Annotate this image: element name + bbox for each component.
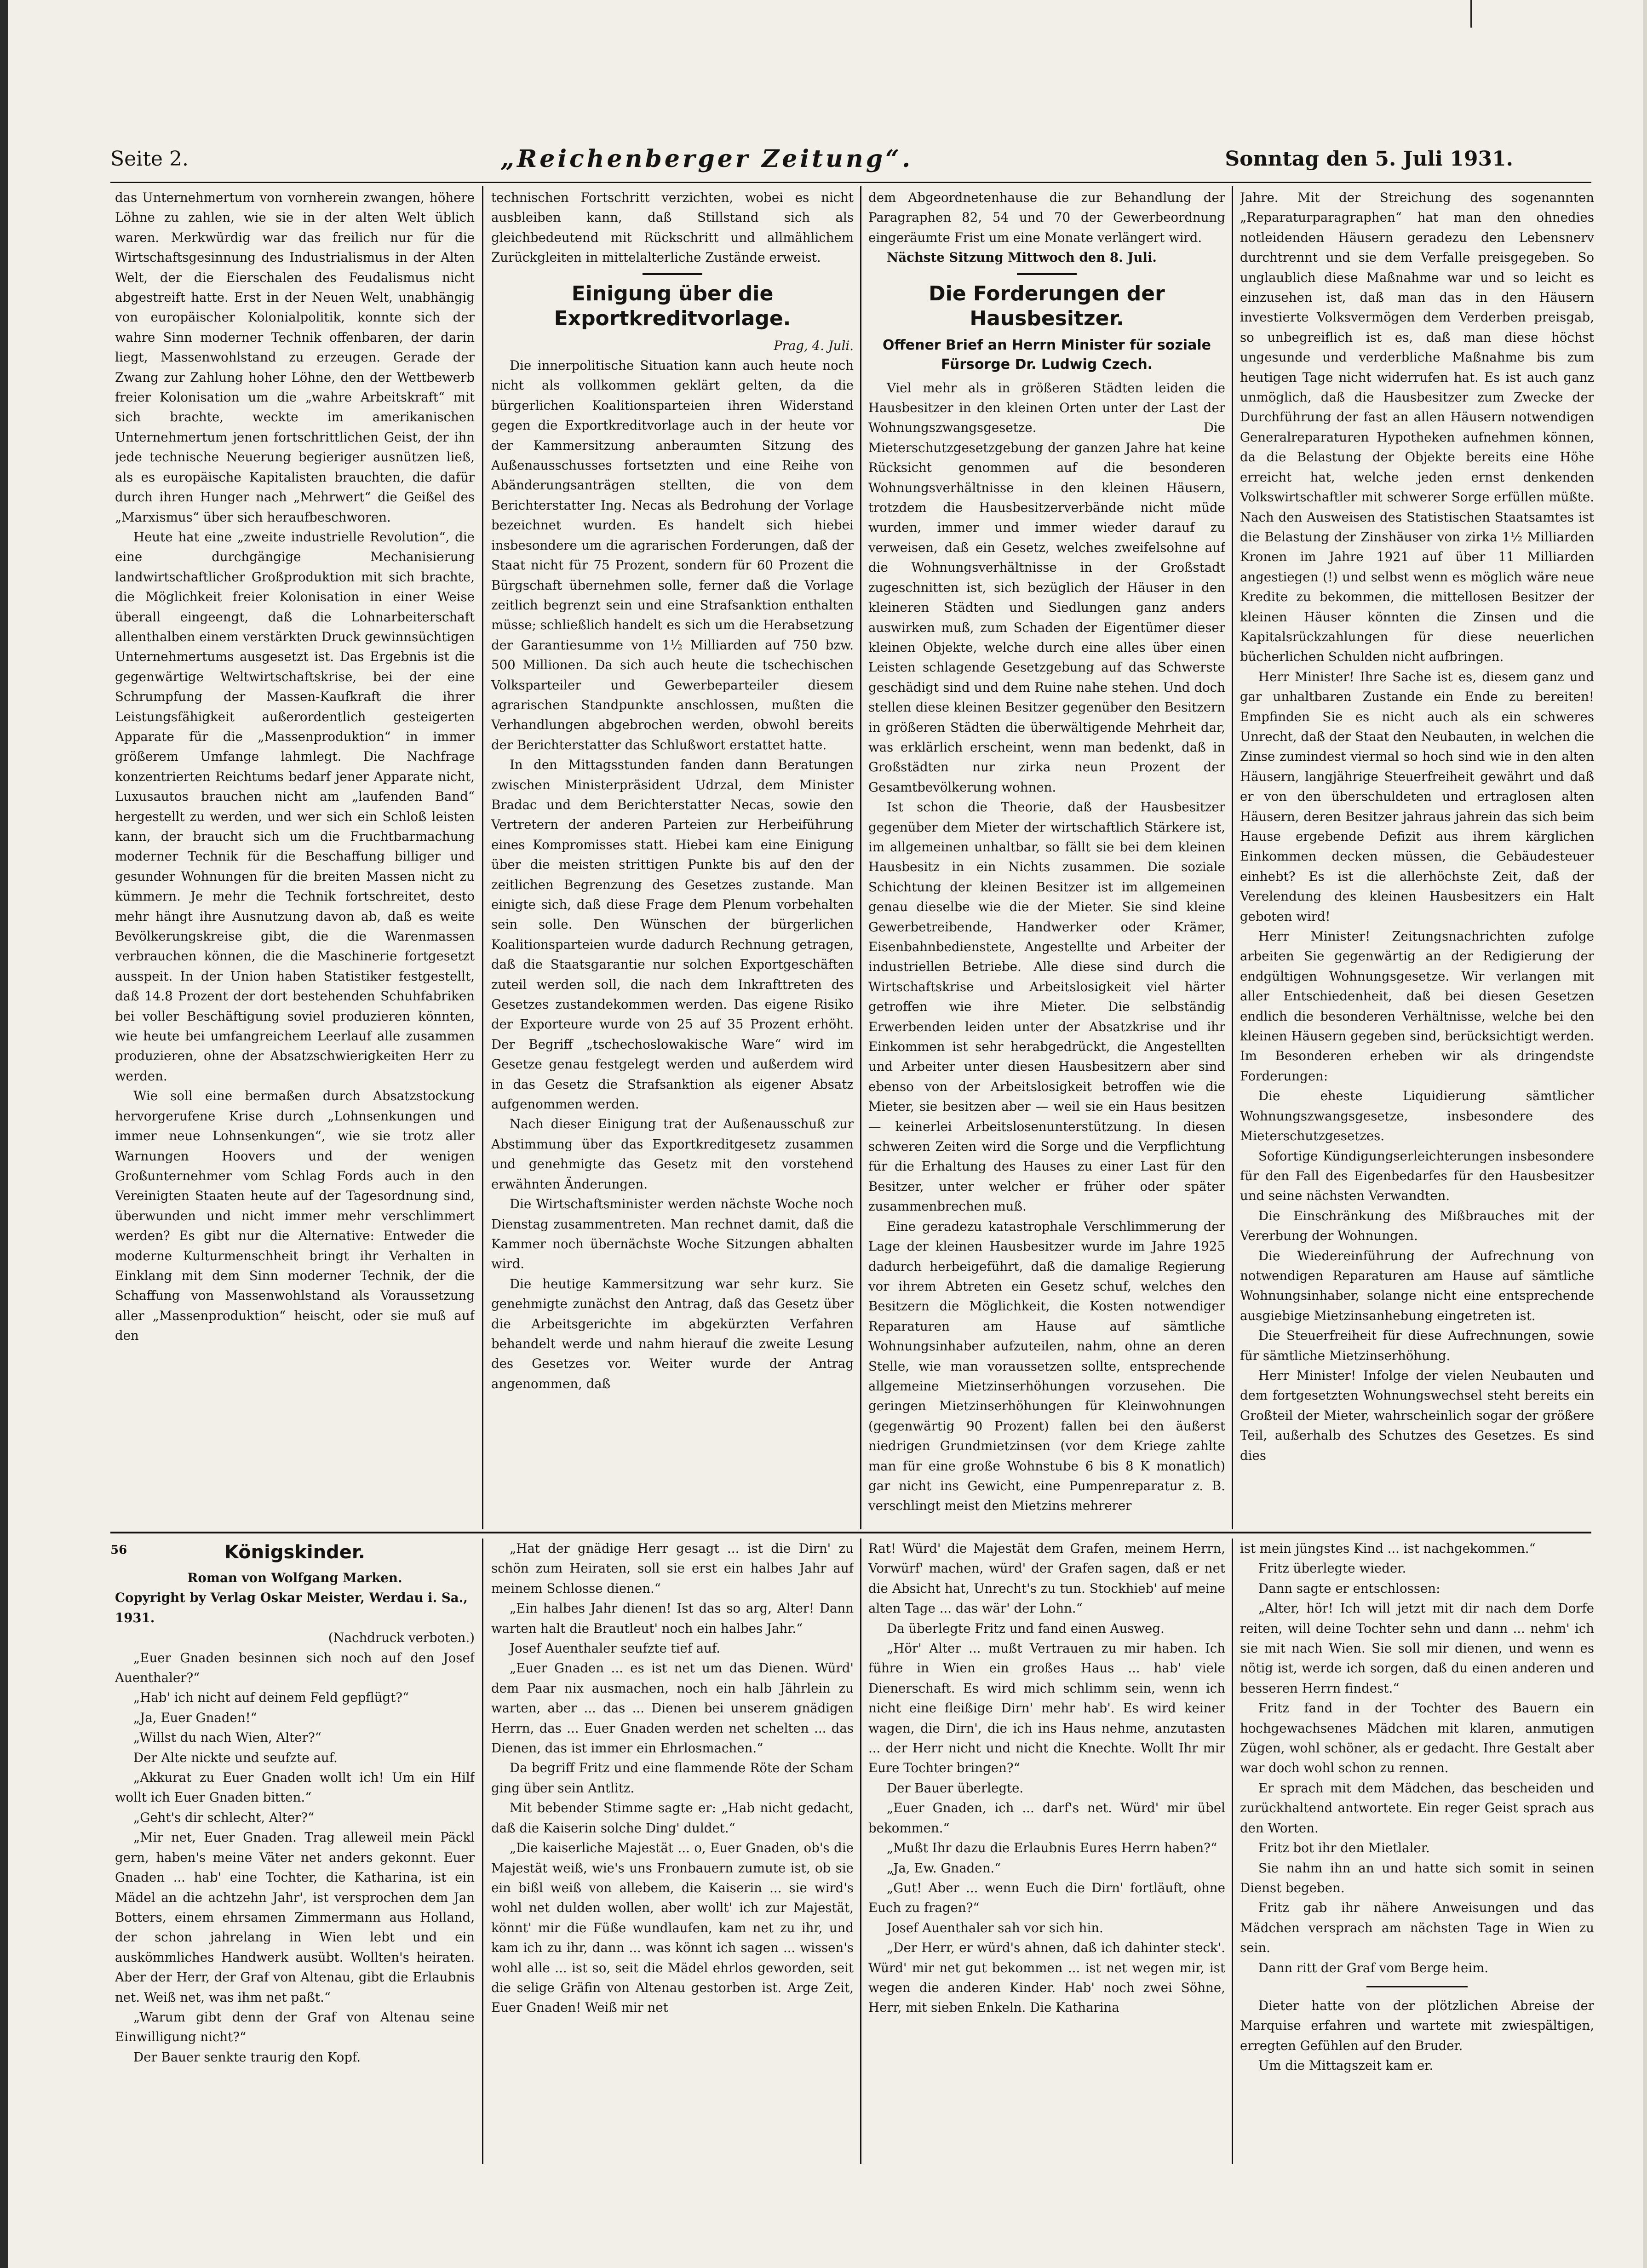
paragraph: „Warum gibt denn der Graf von Altenau seine Einwilligung nicht?“ xyxy=(115,2009,475,2045)
article-subheadline: Offener Brief an Herrn Minister für soziale Fürsorge Dr. Ludwig Czech. xyxy=(882,337,1211,373)
paragraph: Heute hat eine „zweite industrielle Revolution“, die eine durchgängige Mechanisierung landwirtschaftlicher Großproduktion mit sich brachte, die Möglichkeit freier Kolonisation in einer Weise überall eingeengt, daß die Lohnarbeiterschaft allenthalben einem verstärkten Druck gewinnsüchtigen Unternehmertums ausgesetzt ist. Das Ergebnis ist die gegenwärtige Weltwirtschaftskrise, bei der eine Schrumpfung der Massen-Kaufkraft die ihrer Leistungsfähigkeit außerordentlich gesteigerten Apparate für die „Massenproduktion“ in immer größerem Umfange lahmlegt. Die Nachfrage konzentrierten Reichtums bedarf jener Apparate nicht, Luxusautos brauchen nicht am „laufenden Band“ hergestellt zu werden, und wer sich ein Schloß leisten kann, der braucht sich um die Fruchtbarmachung moderner Technik für die Beschaffung billiger und gesunder Wohnungen für die breiten Massen nicht zu kümmern. Je mehr die Technik fortschreitet, desto mehr hängt ihre Ausnutzung davon ab, daß es weite Bevölkerungskreise gibt, die die Warenmassen verbrauchen können, die die Maschinerie fortgesetzt ausspeit. In der Union haben Statistiker festgestellt, daß 14.8 Prozent der dort bestehenden Schuhfabriken bei voller Beschäftigung soviel produzieren könnten, wie heute bei umfangreichem Leerlauf alle zusammen produzieren, ohne der Absatzschwierigkeiten Herr zu werden. xyxy=(115,529,475,1084)
paragraph: das Unternehmertum von vornherein zwangen, höhere Löhne zu zahlen, wie sie in der alten Welt üblich waren. Merkwürdig war das freilich nur für die Wirtschaftsgesinnung des Industrialismus in der Alten Welt, der die Eierschalen des Feudalismus nicht abgestreift hatte. Erst in der Neuen Welt, unabhängig von europäischer Kolonialpolitik, konnte sich der wahre Sinn moderner Technik offenbaren, der darin liegt, Massenwohlstand zu erzeugen. Gerade der Zwang zur Zahlung hoher Löhne, den der Wettbewerb freier Kolonisation um die „wahre Arbeitskraft“ mit sich brachte, weckte im amerikanischen Unternehmertum jenen fortschrittlichen Geist, der ihn jede technische Neuerung begieriger ausnützen ließ, als es europäische Kapitalisten brauchten, die dafür durch ihren Hunger nach „Mehrwert“ die Geißel des „Marxismus“ über sich heraufbeschworen. xyxy=(115,190,475,525)
serial-column-3 xyxy=(868,1539,1225,2164)
paragraph: „Ja, Euer Gnaden!“ xyxy=(133,1710,257,1725)
paragraph: „Hab' ich nicht auf deinem Feld gepflügt?“ xyxy=(133,1690,409,1705)
paragraph: Um die Mittagszeit kam er. xyxy=(1258,2058,1434,2073)
paragraph: „Geht's dir schlecht, Alter?“ xyxy=(133,1809,315,1825)
paragraph: Herr Minister! Infolge der vielen Neubauten und dem fortgesetzten Wohnungswechsel steht bereits ein Großteil der Mieter, wahrscheinlich sogar der größere Teil, außerhalb des Schutzes des Gesetzes. Es sind dies xyxy=(1240,1367,1594,1463)
paragraph: „Der Herr, er würd's ahnen, daß ich dahinter steck'. Würd' mir net gut bekommen ... ist net wegen mir, ist wegen die anderen Kinder. Hab' noch zwei Söhne, Herr, mit sieben Enkeln. Die Katharina xyxy=(868,1940,1225,2015)
paragraph: Viel mehr als in größeren Städten leiden die Hausbesitzer in den kleinen Orten unter der Last der Wohnungszwangsgesetze. Die Mieterschutzgesetzgebung der ganzen Jahre hat keine Rücksicht genommen auf die besonderen Wohnungsverhältnisse in den kleinen Häusern, trotzdem die Hausbesitzerverbände nicht müde wurden, immer und immer wieder darauf zu verweisen, daß ein Gesetz, welches zweifelsohne auf die Wohnungsverhältnisse in der Großstadt zugeschnitten ist, sich bezüglich der Häuser in den kleineren Städten und Siedlungen ganz anders auswirken muß, zum Schaden der Eigentümer dieser kleinen Objekte, welche durch eine alles über einen Leisten schlagende Gesetzgebung auf das Schwerste geschädigt sind und dem Ruine nahe stehen. Und doch stellen diese kleinen Besitzer gegenüber den Besitzern in größeren Städten die überwältigende Mehrheit dar, was erklärlich erscheint, wenn man bedenkt, daß in Großstädten nur zirka neun Prozent der Gesamtbevölkerung wohnen. xyxy=(868,380,1225,795)
paragraph: Jahre. Mit der Streichung des sogenannten „Reparaturparagraphen“ hat man den ohnedies notleidenden Häusern geradezu den Lebensnerv durchtrennt und sie dem Verfalle preisgegeben. So unglaublich diese Maßnahme war und so leicht es einzusehen ist, daß man das in den Häusern investierte Volksvermögen dem Verderben preisgab, so unbegreiflich ist es, daß man diese höchst ungesunde und verderbliche Maßnahme bis zum heutigen Tage nicht widerrufen hat. Es ist auch ganz unmöglich, daß die Hausbesitzer zum Zwecke der Durchführung der fast an allen Häusern notwendigen Generalreparaturen Hypotheken aufnehmen können, da die Belastung der Objekte bereits eine Höhe erreicht hat, welche jeden ernst denkenden Volkswirtschaftler mit schwerer Sorge erfüllen müßte. Nach den Ausweisen des Statistischen Staatsamtes ist die Belastung der Zinshäuser von zirka 1½ Milliarden Kronen im Jahre 1921 auf über 11 Milliarden angestiegen (!) und selbst wenn es möglich wäre neue Kredite zu bekommen, die mittellosen Besitzer der kleinen Häuser könnten die Zinsen und die Kapitalsrückzahlungen für diese neuerlichen bücherlichen Schulden nicht aufbringen. xyxy=(1240,190,1594,665)
article-headline: Einigung über die Exportkreditvorlage. xyxy=(554,281,791,330)
demand-item: Die eheste Liquidierung sämtlicher Wohnungszwangsgesetze, insbesondere des Mieterschutzgesetzes. xyxy=(1240,1088,1594,1144)
paragraph: Da überlegte Fritz und fand einen Ausweg. xyxy=(887,1620,1165,1636)
paragraph: „Alter, hör! Ich will jetzt mit dir nach dem Dorfe reiten, will deine Tochter sehn und dann ... nehm' ich sie mit nach Wien. Sie soll mir dienen, und wenn es nötig ist, werde ich sorgen, daß du einen anderen und besseren Herrn findest.“ xyxy=(1240,1601,1594,1696)
paragraph: technischen Fortschritt verzichten, wobei es nicht ausbleiben kann, daß Stillstand sich als gleichbedeutend mit Rückschritt und allmählichem Zurückgleiten in mittelalterliche Zustände erweist. xyxy=(491,190,854,265)
article-column-2 xyxy=(491,188,854,1528)
column-divider xyxy=(482,1539,483,2164)
serial-copyright: Copyright by Verlag Oskar Meister, Werdau i. Sa., 1931. xyxy=(115,1590,468,1625)
paragraph: „Akkurat zu Euer Gnaden wollt ich! Um ein Hilf wollt ich Euer Gnaden bitten.“ xyxy=(115,1770,475,1805)
article-column-1 xyxy=(115,188,475,1528)
demand-item: Die Einschränkung des Mißbrauches mit der Vererbung der Wohnungen. xyxy=(1240,1208,1594,1244)
column-divider xyxy=(1232,1539,1233,2164)
paragraph: Herr Minister! Zeitungsnachrichten zufolge arbeiten Sie gegenwärtig an der Redigierung der endgültigen Wohnungsgesetze. Wir verlangen mit aller Entschiedenheit, daß bei diesen Gesetzen endlich die besonderen Verhältnisse, welche bei den kleinen Häusern gegeben sind, berücksichtigt werden. Im Besonderen erheben wir als dringendste Forderungen: xyxy=(1240,929,1594,1084)
article-headline: Die Forderungen der Hausbesitzer. xyxy=(929,281,1165,330)
serial-column-2 xyxy=(491,1539,854,2164)
paragraph: Da begriff Fritz und eine flammende Röte der Scham ging über sein Antlitz. xyxy=(491,1760,854,1796)
paragraph: dem Abgeordnetenhause die zur Behandlung der Paragraphen 82, 54 und 70 der Gewerbeordnung eingeräumte Frist um eine Monate verlängert wird. xyxy=(868,190,1225,245)
article-column-4 xyxy=(1240,188,1594,1528)
column-divider xyxy=(482,186,483,1529)
issue-date: Sonntag den 5. Juli 1931. xyxy=(1225,147,1513,171)
column-divider xyxy=(860,186,861,1529)
paragraph: „Willst du nach Wien, Alter?“ xyxy=(133,1730,321,1745)
column-divider xyxy=(860,1539,861,2164)
paragraph: Er sprach mit dem Mädchen, das bescheiden und zurückhaltend antwortete. Ein reger Geist sprach aus den Worten. xyxy=(1240,1780,1594,1836)
demand-item: Die Wiedereinführung der Aufrechnung von notwendigen Reparaturen am Hause auf sämtliche Wohnungsinhaber, solange nicht eine entsprechende ausgiebige Mietzinsanhebung eingetreten ist. xyxy=(1240,1248,1594,1323)
paragraph: „Mir net, Euer Gnaden. Trag alleweil mein Päckl gern, haben's meine Väter net anders gekonnt. Euer Gnaden ... hab' eine Tochter, die Katharina, ist ein Mädel an die achtzehn Jahr', ist versprochen dem Jan Botters, einem ehrsamen Zimmermann aus Holland, der schon jahrelang in Wien lebt und ein auskömmliches Handwerk ausübt. Wollten's heiraten. Aber der Herr, der Graf von Altenau, gibt die Erlaubnis net. Weiß net, was ihm net paßt.“ xyxy=(115,1830,475,2005)
paragraph: Fritz gab ihr nähere Anweisungen und das Mädchen versprach am nächsten Tage in Wien zu sein. xyxy=(1240,1900,1594,1956)
paragraph: Die innerpolitische Situation kann auch heute noch nicht als vollkommen geklärt gelten, da die bürgerlichen Koalitionsparteien ihren Widerstand gegen die Exportkreditvorlage auch in der heute vor der Kammersitzung anberaumten Sitzung des Außenausschusses fortsetzten und eine Reihe von Abänderungsanträgen stellten, die von dem Berichterstatter Ing. Necas als Bedrohung der Vorlage bezeichnet wurden. Es handelt sich hiebei insbesondere um die agrarischen Forderungen, daß der Staat nicht für 75 Prozent, sondern für 60 Prozent die Bürgschaft übernehmen solle, ferner daß die Vorlage zeitlich begrenzt sein und eine Strafsanktion enthalten müsse; schließlich handelt es sich um die Herabsetzung der Garantiesumme von 1½ Milliarden auf 750 bzw. 500 Millionen. Da sich auch heute die tschechischen Volksparteiler und Gewerbeparteiler diesem agrarischen Standpunkte anschlossen, mußten die Verhandlungen abgebrochen werden, obwohl bereits der Berichterstatter das Schlußwort erstattet hatte. xyxy=(491,358,854,752)
paragraph: Der Bauer senkte traurig den Kopf. xyxy=(133,2049,361,2065)
column-divider xyxy=(1232,186,1233,1529)
paragraph: Dann sagte er entschlossen: xyxy=(1258,1580,1440,1596)
paragraph: „Hat der gnädige Herr gesagt ... ist die Dirn' zu schön zum Heiraten, soll sie erst ein halbes Jahr auf meinem Schlosse dienen.“ xyxy=(491,1541,854,1596)
paragraph: „Die kaiserliche Majestät ... o, Euer Gnaden, ob's die Majestät weiß, wie's uns Fronbauern zumute ist, ob sie ein bißl weiß von allebem, die Kaiserin ... sie wird's wohl net dulden wollen, aber wollt' ich zur Majestät, könnt' mir die Füße wundlaufen, kam net zu ihr, und kam ich zu ihr, dann ... was könnt ich sagen ... wissen's wohl alle ... ist so, seit die Mädel ehrlos geworden, seit die selige Gräfin von Altenau gestorben ist. Arge Zeit, Euer Gnaden! Weiß mir net xyxy=(491,1840,854,2015)
section-divider xyxy=(110,1532,1591,1533)
article-separator xyxy=(1017,273,1077,275)
paragraph: „Ja, Ew. Gnaden.“ xyxy=(887,1860,1001,1876)
paragraph: Herr Minister! Ihre Sache ist es, diesem ganz und gar unhaltbaren Zustande ein Ende zu bereiten! Empfinden Sie es nicht auch als ein schweres Unrecht, daß der Staat den Neubauten, in welchen die Zinse zumindest viermal so hoch sind wie in den alten Häusern, langjährige Steuerfreiheit gewährt und daß er von den überschuldeten und ertraglosen alten Häusern, deren Besitzer jahraus jahrein das sich beim Hause ergebende Defizit aus ihrem kärglichen Einkommen decken müssen, die Gebäudesteuer einhebt? Es ist die allerhöchste Zeit, daß der Verelendung des kleinen Hausbesitzers ein Halt geboten wird! xyxy=(1240,669,1594,924)
paragraph: Wie soll eine bermaßen durch Absatzstockung hervorgerufene Krise durch „Lohnsenkungen und immer neue Lohnsenkungen“, wie sie trotz aller Warnungen Hoovers und der wenigen Großunternehmer vom Schlag Fords auch in den Vereinigten Staaten heute auf der Tagesordnung sind, überwunden und nicht immer mehr verschlimmert werden? Es gibt nur die Alternative: Entweder die moderne Kulturmenschheit bringt ihr Verhalten in Einklang mit dem Sinn moderner Technik, der die Schaffung von Massenwohlstand als Voraussetzung aller „Massenproduktion“ heischt, oder sie muß auf den xyxy=(115,1088,475,1344)
paragraph: Josef Auenthaler sah vor sich hin. xyxy=(887,1920,1103,1935)
newspaper-title: „Reichenberger Zeitung“. xyxy=(500,144,913,173)
header-rule xyxy=(110,182,1591,183)
installment-number: 56 xyxy=(110,1543,127,1557)
paragraph: Rat! Würd' die Majestät dem Grafen, meinem Herrn, Vorwürf' machen, würd' der Grafen sagen, daß er net die Absicht hat, Unrecht's zu tun. Stockhieb' auf meine alten Tage ... das wär' der Lohn.“ xyxy=(868,1541,1225,1616)
paragraph: Die heutige Kammersitzung war sehr kurz. Sie genehmigte zunächst den Antrag, daß das Gesetz über die Arbeitsgerichte im abgekürzten Verfahren behandelt werde und nahm hierauf die zweite Lesung des Gesetzes vor. Weiter wurde der Antrag angenommen, daß xyxy=(491,1276,854,1391)
scan-edge-right xyxy=(1643,0,1647,2268)
serial-column-1 xyxy=(115,1539,475,2164)
next-session-note: Nächste Sitzung Mittwoch den 8. Juli. xyxy=(887,250,1157,265)
paragraph: Mit bebender Stimme sagte er: „Hab nicht gedacht, daß die Kaiserin solche Ding' duldet.“ xyxy=(491,1800,854,1836)
paragraph: Dieter hatte von der plötzlichen Abreise der Marquise erfahren und wartete mit zwiespältigen, erregten Gefühlen auf den Bruder. xyxy=(1240,1998,1594,2053)
paragraph: „Euer Gnaden besinnen sich noch auf den Josef Auenthaler?“ xyxy=(115,1650,475,1686)
article-separator xyxy=(643,273,702,275)
article-column-3 xyxy=(868,188,1225,1528)
paragraph: „Euer Gnaden, ich ... darf's net. Würd' mir übel bekommen.“ xyxy=(868,1800,1225,1836)
paragraph: „Ein halbes Jahr dienen! Ist das so arg, Alter! Dann warten halt die Brautleut' noch ein halbes Jahr.“ xyxy=(491,1601,854,1636)
serial-title: Königskinder. xyxy=(224,1542,366,1563)
reprint-notice: (Nachdruck verboten.) xyxy=(328,1630,475,1646)
paragraph: Fritz fand in der Tochter des Bauern ein hochgewachsenes Mädchen mit klaren, anmutigen Zügen, wohl schöner, als er gedacht. Ihre Gestalt aber war doch wohl schon zu rennen. xyxy=(1240,1700,1594,1776)
serial-column-4 xyxy=(1240,1539,1594,2164)
paragraph: „Gut! Aber ... wenn Euch die Dirn' fortläuft, ohne Euch zu fragen?“ xyxy=(868,1880,1225,1916)
scan-edge-left xyxy=(0,0,8,2268)
paragraph: „Mußt Ihr dazu die Erlaubnis Eures Herrn haben?“ xyxy=(887,1840,1217,1856)
scan-mark xyxy=(1470,0,1472,28)
demand-item: Sofortige Kündigungserleichterungen insbesondere für den Fall des Eigenbedarfes für den Hausbesitzer und seine nächsten Verwandten. xyxy=(1240,1148,1594,1204)
demand-item: Die Steuerfreiheit für diese Aufrechnungen, sowie für sämtliche Mietzinserhöhung. xyxy=(1240,1328,1594,1363)
paragraph: Die Wirtschaftsminister werden nächste Woche noch Dienstag zusammentreten. Man rechnet damit, daß die Kammer noch übernächste Woche Sitzungen abhalten wird. xyxy=(491,1196,854,1272)
page-header xyxy=(110,138,1513,179)
serial-byline: Roman von Wolfgang Marken. xyxy=(187,1570,402,1585)
paragraph: Dann ritt der Graf vom Berge heim. xyxy=(1258,1960,1489,1975)
dateline: Prag, 4. Juli. xyxy=(774,338,854,353)
paragraph: Sie nahm ihn an und hatte sich somit in seinen Dienst begeben. xyxy=(1240,1860,1594,1895)
paragraph: Fritz überlegte wieder. xyxy=(1258,1561,1406,1576)
paragraph: In den Mittagsstunden fanden dann Beratungen zwischen Ministerpräsident Udrzal, dem Minister Bradac und dem Berichterstatter Necas, sowie den Vertretern der anderen Parteien zur Herbeiführung eines Kompromisses statt. Hiebei kam eine Einigung über die meisten strittigen Punkte bis auf den der zeitlichen Begrenzung des Gesetzes zustande. Man einigte sich, daß diese Frage dem Plenum vorbehalten sein solle. Den Wünschen der bürgerlichen Koalitionsparteien wurde dadurch Rechnung getragen, daß die Staatsgarantie nur solchen Exportgeschäften zuteil werden soll, die nach dem Inkrafttreten des Gesetzes zustandekommen werden. Das eigene Risiko der Exporteure wurde von 25 auf 35 Prozent erhöht. Der Begriff „tschechoslowakische Ware“ wird im Gesetze genau festgelegt werden und außerdem wird in das Gesetz die Strafsanktion als eigener Absatz aufgenommen werden. xyxy=(491,757,854,1112)
scene-break xyxy=(1366,1986,1468,1987)
page-number: Seite 2. xyxy=(110,147,189,171)
paragraph: Fritz bot ihr den Mietlaler. xyxy=(1258,1840,1430,1856)
paragraph: Der Bauer überlegte. xyxy=(887,1780,1024,1796)
paragraph: Eine geradezu katastrophale Verschlimmerung der Lage der kleinen Hausbesitzer wurde im Jahre 1925 dadurch herbeigeführt, daß die damalige Regierung vor ihrem Abtreten ein Gesetz schuf, welches den Besitzern die Möglichkeit, die Kosten notwendiger Reparaturen am Hause auf sämtliche Wohnungsinhaber aufzuteilen, nahm, ohne an deren Stelle, wie man voraussetzen sollte, entsprechende allgemeine Mietzinserhöhungen vorzusehen. Die geringen Mietzinserhöhungen für Kleinwohnungen (gegenwärtig 90 Prozent) fallen bei den äußerst niedrigen Grundmietzinsen (vor dem Kriege zahlte man für eine große Wohnstube 6 bis 8 K monatlich) gar nicht ins Gewicht, eine Pumpenreparatur z. B. verschlingt meist den Mietzins mehrerer xyxy=(868,1218,1225,1514)
paragraph: Der Alte nickte und seufzte auf. xyxy=(133,1750,338,1765)
paragraph: „Hör' Alter ... mußt Vertrauen zu mir haben. Ich führe in Wien ein großes Haus ... hab' viele Dienerschaft. Es wird mich schlimm sein, wenn ich nicht eine fleißige Dirn' mehr hab'. Es wird keiner wagen, die Dirn', die ich ins Haus nehme, anzutasten ... der Herr nicht und nicht die Knechte. Wollt Ihr mir Eure Tochter bringen?“ xyxy=(868,1641,1225,1776)
paragraph: Nach dieser Einigung trat der Außenausschuß zur Abstimmung über das Exportkreditgesetz zusammen und genehmigte das Gesetz mit den vorstehend erwähnten Änderungen. xyxy=(491,1116,854,1192)
paragraph: „Euer Gnaden ... es ist net um das Dienen. Würd' dem Paar nix ausmachen, noch ein halb Jährlein zu warten, aber ... das ... Dienen bei unserem gnädigen Herrn, das ... Euer Gnaden werden net schelten ... das Dienen, das ist immer ein Ehrlosmachen.“ xyxy=(491,1660,854,1756)
paragraph: Josef Auenthaler seufzte tief auf. xyxy=(510,1641,721,1656)
paragraph: Ist schon die Theorie, daß der Hausbesitzer gegenüber dem Mieter der wirtschaftlich Stärkere ist, im allgemeinen unhaltbar, so fällt sie bei dem kleinen Hausbesitz in ein Nichts zusammen. Die soziale Schichtung der kleinen Besitzer ist im allgemeinen genau dieselbe wie die der Mieter. Sie sind kleine Gewerbetreibende, Handwerker oder Krämer, Eisenbahnbedienstete, Angestellte und Arbeiter der industriellen Betriebe. Alle diese sind durch die Wirtschaftskrise und Arbeitslosigkeit viel härter getroffen wie ihre Mieter. Die selbständig Erwerbenden leiden unter der Absatzkrise und ihr Einkommen ist sehr herabgedrückt, die Angestellten und Arbeiter unter diesen Hausbesitzern aber sind ebenso von der Arbeitslosigkeit betroffen wie die Mieter, sie besitzen aber — weil sie ein Haus besitzen — keinerlei Arbeitslosenunterstützung. In diesen schweren Zeiten wird die Sorge und die Verpflichtung für die Erhaltung des Hauses zu einer Last für den Besitzer, unter welcher er früher oder später zusammenbrechen muß. xyxy=(868,799,1225,1214)
paragraph: ist mein jüngstes Kind ... ist nachgekommen.“ xyxy=(1240,1541,1536,1556)
